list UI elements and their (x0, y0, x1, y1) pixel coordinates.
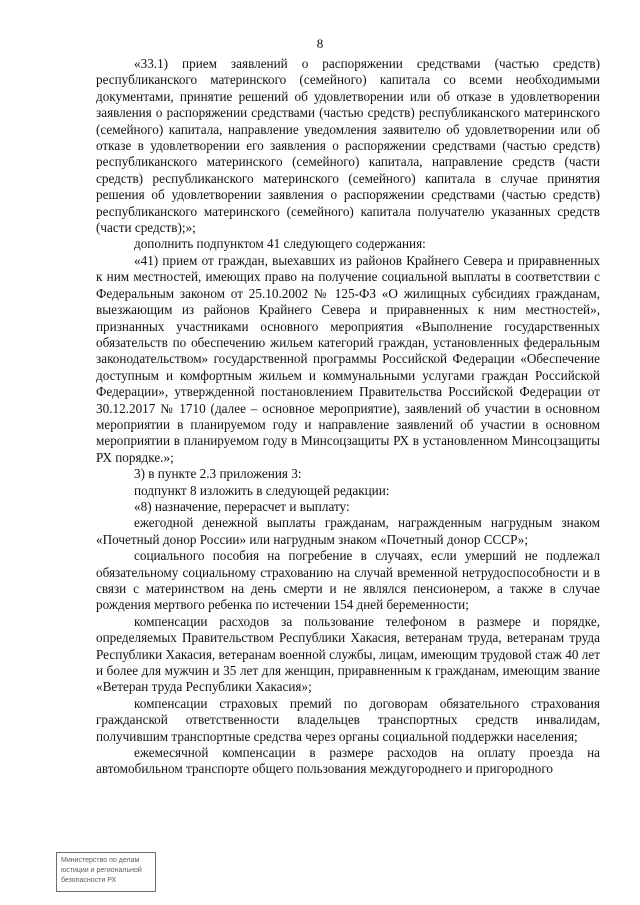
paragraph-item-3: 3) в пункте 2.3 приложения 3: (134, 466, 302, 482)
paragraph-travel-compensation: ежемесячной компенсации в размере расходов на оплату проезда на автомобильном транспорте общего пользования междугороднего и пригородного (96, 745, 600, 777)
paragraph-41: «41) прием от граждан, выехавших из районов Крайнего Севера и приравненных к ним местностей, имеющих право на получение социальной выплаты в соответствии с Федеральным законом от 25.10.2002 № 125-ФЗ «О жилищных субсидиях гражданам, выезжающим из районов Крайнего Севера и приравненных к ним местностей», признанных участниками основного мероприятия «Выполнение государственных обязательств по обеспечению жильем категорий граждан, установленных федеральным законодательством» государственной программы Российской Федерации «Обеспечение доступным и комфортным жильем и коммунальными услугами граждан Российской Федерации», утвержденной постановлением Правительства Российской Федерации от 30.12.2017 № 1710 (далее – основное мероприятие), заявлений об участии в основном мероприятии в планируемом году и направление заявлений об участии в основном мероприятии в планируемом году в Минсоцзащиты РХ в установленном Минсоцзащиты РХ порядке.»; (96, 252, 600, 465)
paragraph-donor-payment: ежегодной денежной выплаты гражданам, награжденным нагрудным знаком «Почетный донор России» или нагрудным знаком «Почетный донор СССР»; (96, 515, 600, 547)
paragraph-subpoint-8-intro: подпункт 8 изложить в следующей редакции: (134, 482, 390, 498)
paragraph-33-1: «33.1) прием заявлений о распоряжении средствами (частью средств) республиканского материнского (семейного) капитала со всеми необходимыми документами, принятие решений об удовлетворении или об отказе в удовлетворении заявления о распоряжении средствами (частью средств) республиканского материнского (семейного) капитала, направление уведомления заявителю об удовлетворении или об отказе в удовлетворении его заявления о распоряжении средствами (частью средств) республиканского материнского (семейного) капитала, направление средств (части средств) республиканского материнского (семейного) капитала в случае принятия решения об удовлетворении заявления о распоряжении средствами (частью средств) республиканского материнского (семейного) капитала получателю указанных средств (части средств);»; (96, 56, 600, 236)
page-number: 8 (316, 36, 324, 51)
stamp-line: безопасности РХ (61, 877, 117, 884)
stamp-line: юстиции и региональной (61, 867, 142, 874)
paragraph-8: «8) назначение, перерасчет и выплату: (134, 498, 350, 514)
paragraph-insurance-compensation: компенсации страховых премий по договорам обязательного страхования гражданской ответственности владельцев транспортных средств инвалидам, получившим транспортные средства через органы социальной поддержки населения; (96, 695, 600, 744)
paragraph-burial-allowance: социального пособия на погребение в случаях, если умерший не подлежал обязательному социальному страхованию на случай временной нетрудоспособности и в связи с материнством на день смерти и не являлся пенсионером, а также в случае рождения мертвого ребенка по истечении 154 дней беременности; (96, 548, 600, 613)
paragraph-phone-compensation: компенсации расходов за пользование телефоном в размере и порядке, определяемых Правительством Республики Хакасия, ветеранам труда, ветеранам труда Республики Хакасия, ветеранам военной службы, лицам, имеющим трудовой стаж 40 лет и более для мужчин и 35 лет для женщин, приравненным к гражданам, имеющим звание «Ветеран труда Республики Хакасия»; (96, 613, 600, 695)
paragraph-add-subpoint-41: дополнить подпунктом 41 следующего содержания: (134, 236, 426, 252)
document-body (96, 56, 600, 778)
stamp-line: Министерство по делам (61, 857, 140, 864)
registration-stamp (56, 852, 156, 892)
